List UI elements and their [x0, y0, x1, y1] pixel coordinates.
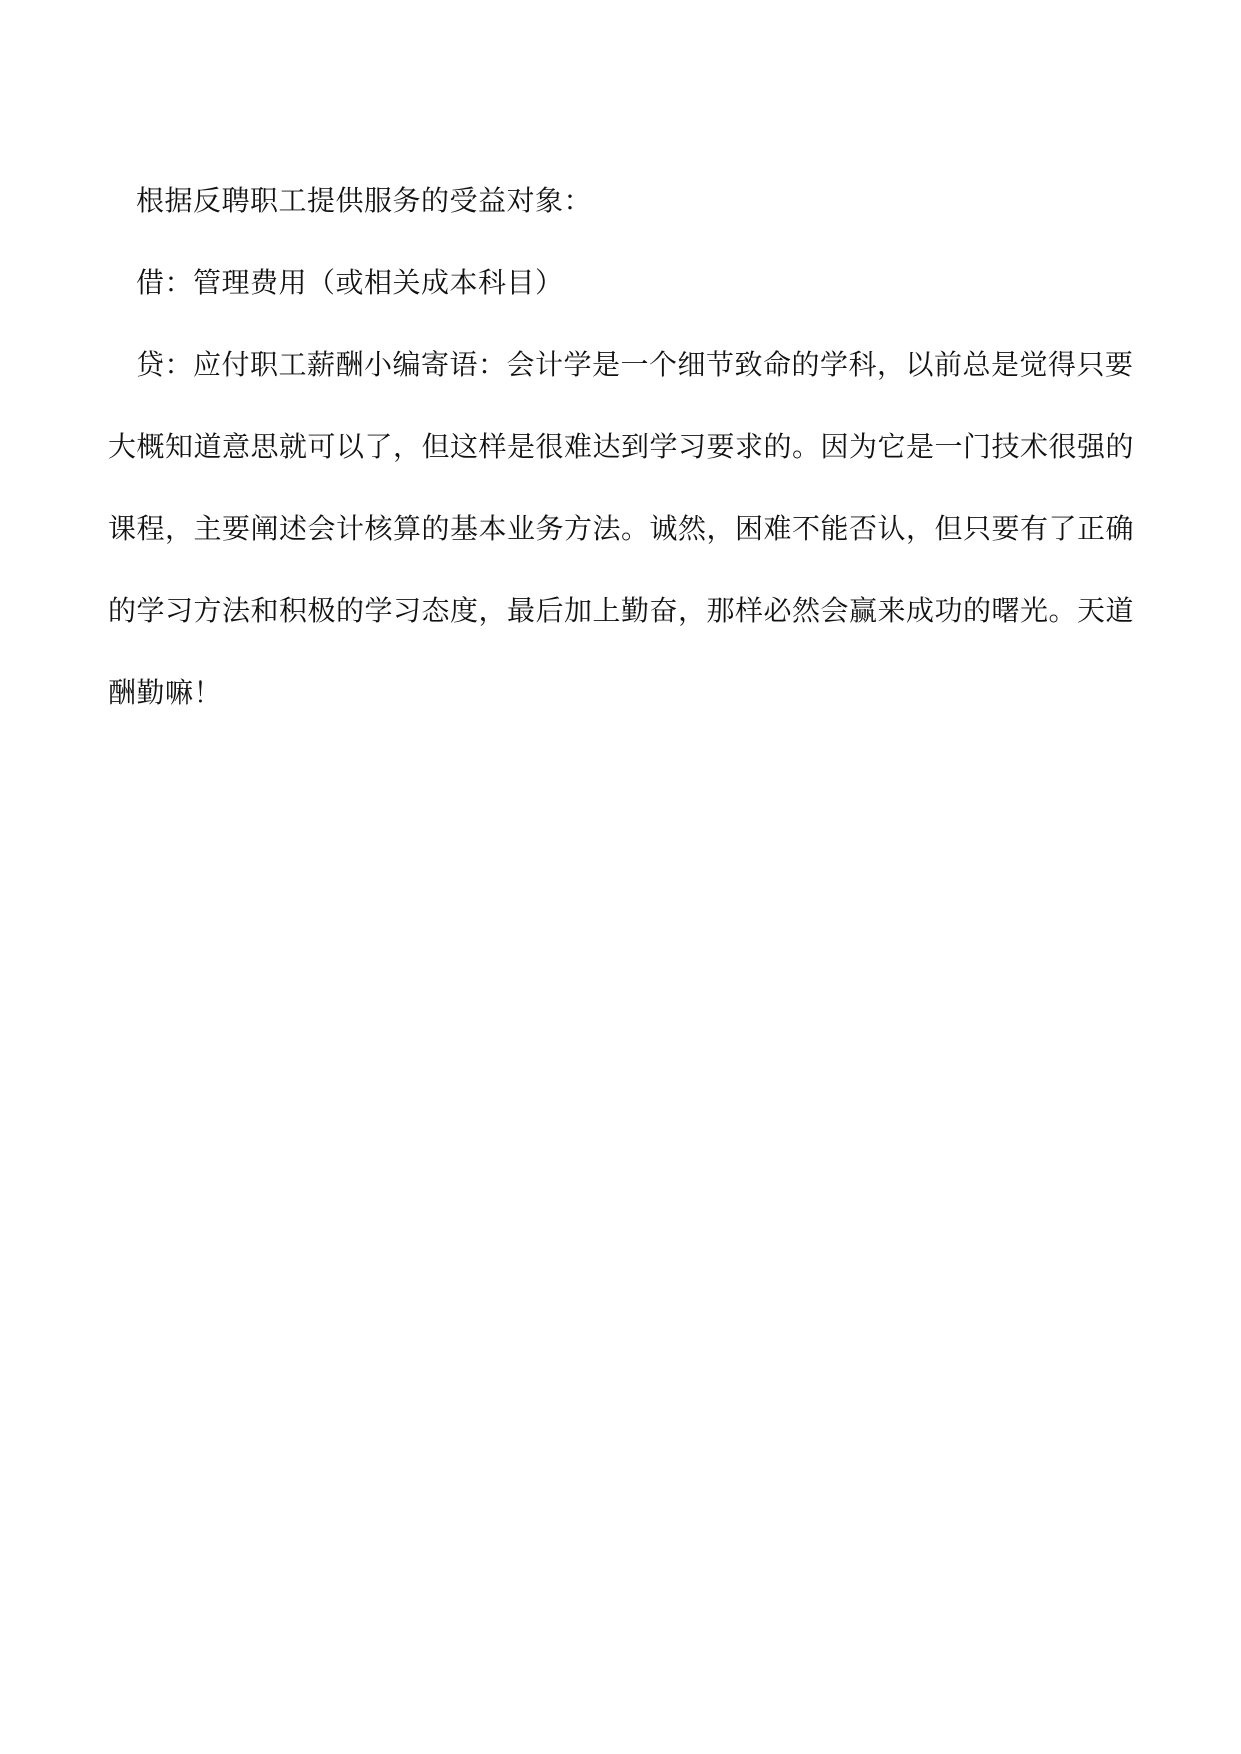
paragraph-credit-entry-and-editor-note: 贷：应付职工薪酬小编寄语：会计学是一个细节致命的学科，以前总是觉得只要大概知道意思就可以了，但这样是很难达到学习要求的。因为它是一门技术很强的课程，主要阐述会计核算的基本业务方法。诚然，困难不能否认，但只要有了正确的学习方法和积极的学习态度，最后加上勤奋，那样必然会赢来成功的曙光。天道酬勤嘛！ [108, 348, 1135, 709]
paragraph-debit-entry: 借：管理费用（或相关成本科目） [136, 266, 564, 299]
document-body [108, 160, 1138, 734]
paragraph-beneficiary: 根据反聘职工提供服务的受益对象： [136, 184, 593, 217]
